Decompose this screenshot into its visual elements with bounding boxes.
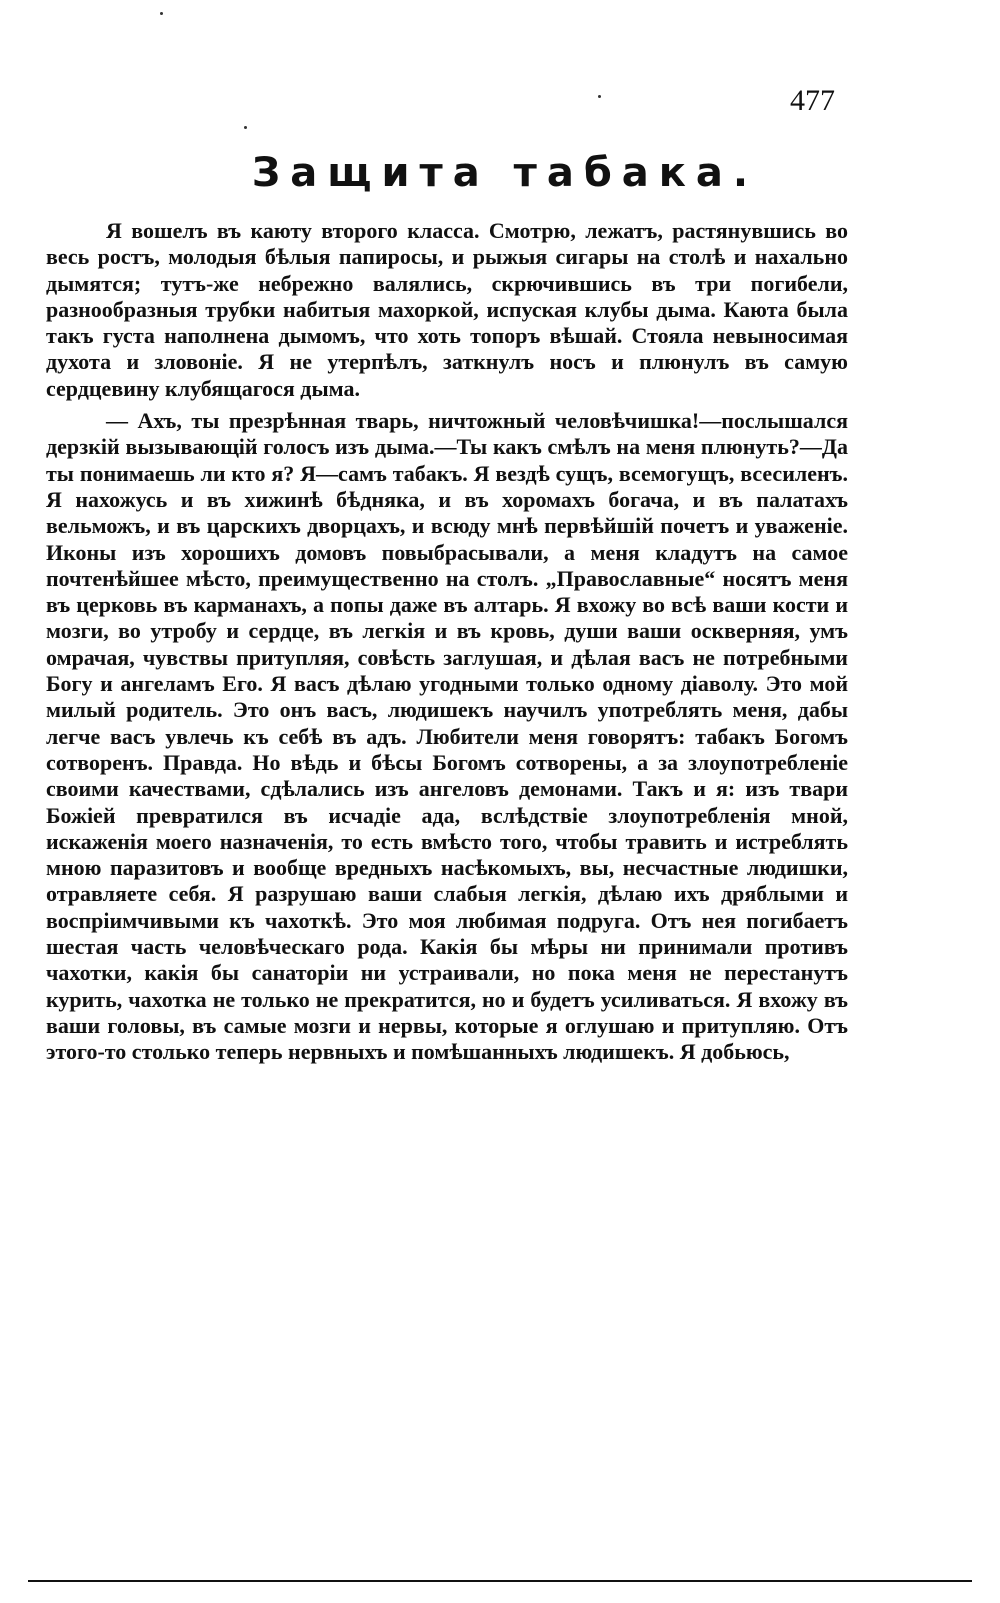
paragraph: — Ахъ, ты презрѣнная тварь, ничтожный человѣчишка!—послышался дерзкій вызывающій голосъ изъ дыма.—Ты какъ смѣлъ на меня плюнуть?—Да ты понимаешь ли кто я? Я—самъ табакъ. Я вездѣ сущъ, всемогущъ, всесиленъ. Я нахожусь и въ хижинѣ бѣдняка, и въ хоромахъ богача, и въ палатахъ вельможъ, и въ царскихъ дворцахъ, и всюду мнѣ первѣйшій почетъ и уваженіе. Иконы изъ хорошихъ домовъ повыбрасывали, а меня кладутъ на самое почтенѣйшее мѣсто, преимущественно на столъ. „Православные“ носятъ меня въ церковь въ карманахъ, а попы даже въ алтарь. Я вхожу во всѣ ваши кости и мозги, во утробу и сердце, въ легкія и въ кровь, души ваши оскверняя, умъ омрачая, чувствы притупляя, совѣсть заглушая, и дѣлая васъ не потребными Богу и ангеламъ Его. Я васъ дѣлаю угодными только одному діаволу. Это мой милый родитель. Это онъ васъ, людишекъ научилъ употреблять меня, дабы легче васъ увлечь къ себѣ въ адъ. Любители меня говорятъ: табакъ Богомъ сотворенъ. Правда. Но вѣдь и бѣсы Богомъ сотворены, а за злоупотребленіе своими качествами, сдѣлались изъ ангеловъ демонами. Такъ и я: изъ твари Божіей превратился въ исчадіе ада, вслѣдствіе злоупотребленія мной, искаженія моего назначенія, то есть вмѣсто того, чтобы травить и истреблять мною паразитовъ и вообще вредныхъ насѣкомыхъ, вы, несчастные людишки, отравляете себя. Я разрушаю ваши слабыя легкія, дѣлаю ихъ дряблыми и воспріимчивыми къ чахоткѣ. Это моя любимая подруга. Отъ нея погибаетъ шестая часть человѣческаго рода. Какія бы мѣры ни принимали противъ чахотки, какія бы санаторіи ни устраивали, но пока меня не перестанутъ курить, чахотка не только не прекратится, но и будетъ усиливаться. Я вхожу въ ваши головы, въ самые мозги и нервы, которые я оглушаю и притупляю. Отъ этого-то столько теперь нервныхъ и помѣшанныхъ людишекъ. Я добьюсь,	[46, 408, 848, 1065]
page-title: Защита табака.	[251, 150, 759, 196]
page-number: 477	[790, 84, 835, 117]
bottom-rule	[28, 1580, 972, 1582]
body-text	[46, 218, 848, 1072]
paragraph: Я вошелъ въ каюту второго класса. Смотрю, лежатъ, растянувшись во весь ростъ, молодыя бѣлыя папиросы, и рыжыя сигары на столѣ и нахально дымятся; тутъ-же небрежно валялись, скрючившись въ три погибели, разнообразныя трубки набитыя махоркой, испуская клубы дыма. Каюта была такъ густа наполнена дымомъ, что хоть топоръ вѣшай. Стояла невыносимая духота и зловоніе. Я не утерпѣлъ, заткнулъ носъ и плюнулъ въ самую сердцевину клубящагося дыма.	[46, 218, 848, 401]
print-speck	[598, 95, 601, 98]
print-speck	[244, 126, 247, 129]
print-speck	[160, 12, 163, 15]
